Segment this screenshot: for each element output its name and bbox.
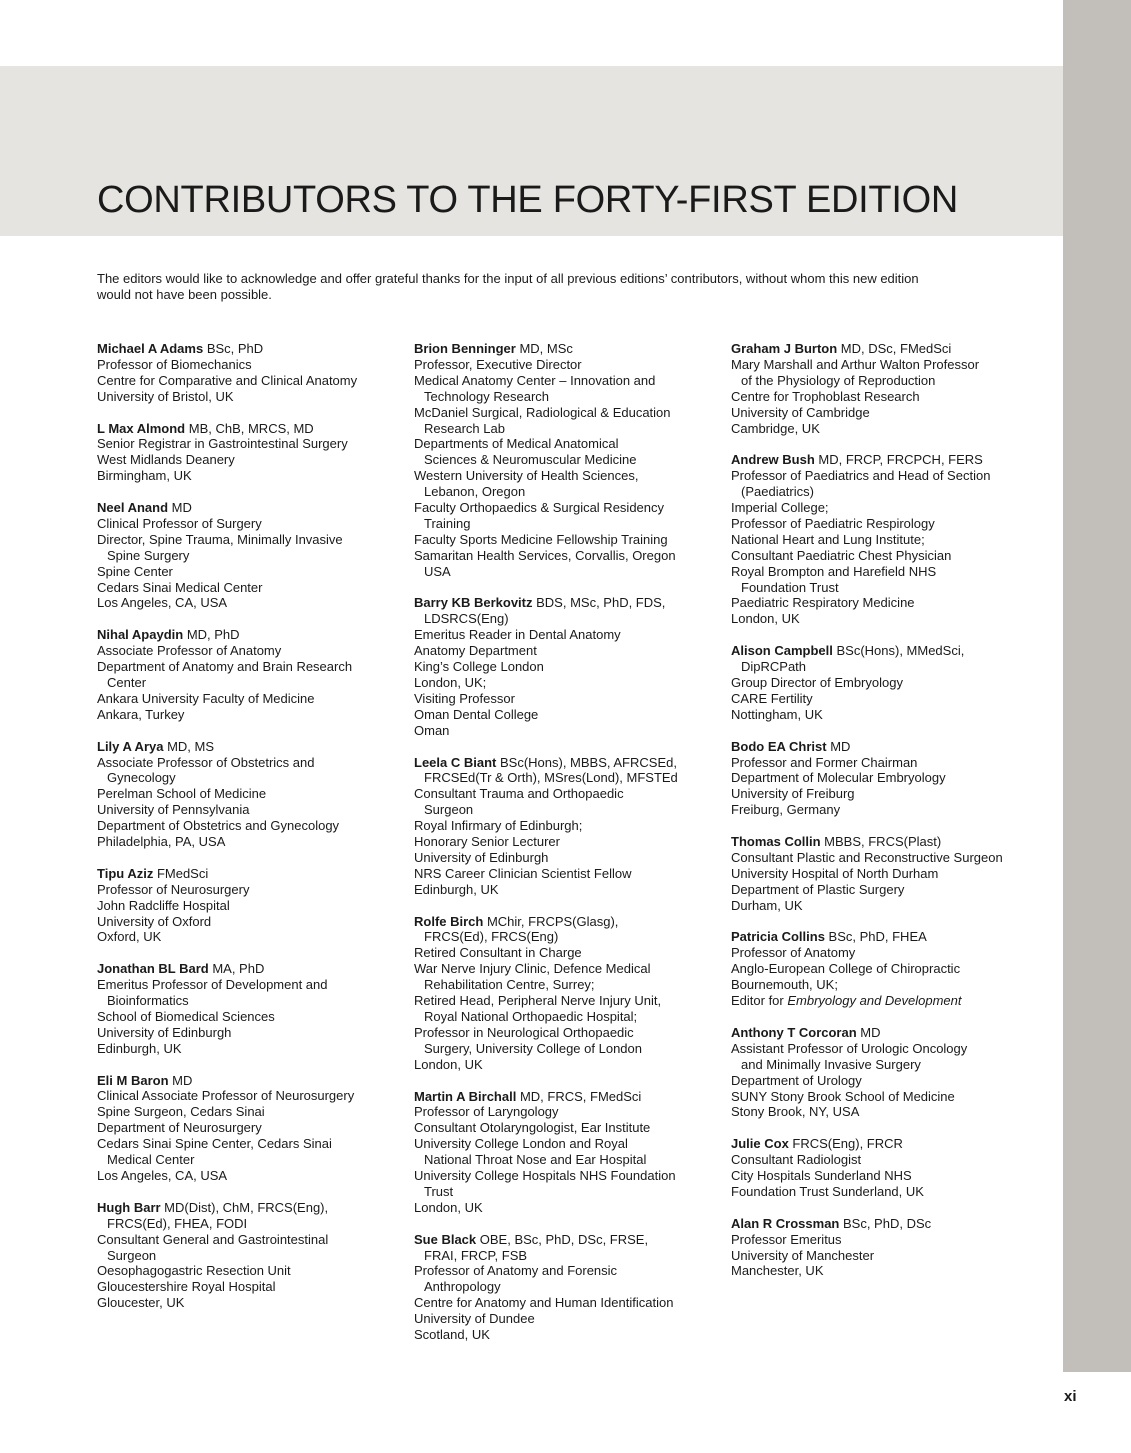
contributor-affiliation-line: Retired Head, Peripheral Nerve Injury Unit, [414,993,662,1009]
contributor-affiliation-line: Royal National Orthopaedic Hospital; [424,1009,638,1025]
contributor-affiliation-line: Surgeon [107,1247,157,1263]
contributor-affiliation-line: Foundation Trust Sunderland, UK [731,1183,924,1199]
contributor-affiliation-line: Oxford, UK [97,929,162,945]
contributor-qualifications: MD, MS [163,738,215,754]
contributor-affiliation-line: Center [107,674,147,690]
contributor-affiliation-line: Professor of Paediatrics and Head of Section [731,468,991,484]
contributor-qualifications: MD, MSc [515,341,573,356]
contributor-name: Bodo EA Christ [731,738,827,754]
contributor-affiliation-line: USA [424,563,451,579]
contributor-affiliation-line: Centre for Trophoblast Research [731,388,920,404]
contributor-affiliation-line: FRCS(Ed), FHEA, FODI [107,1215,248,1231]
contributor-affiliation-line: Freiburg, Germany [731,802,841,818]
contributor-entry [731,643,1051,723]
contributor-affiliation-line: Senior Registrar in Gastrointestinal Surgery [97,436,348,452]
contributor-affiliation-line: Consultant Otolaryngologist, Ear Institute [414,1120,651,1136]
contributor-entry [414,341,724,580]
contributor-affiliation-line: Assistant Professor of Urologic Oncology [731,1040,968,1056]
contributor-affiliation-line: University of Edinburgh [414,849,549,865]
contributor-affiliation-line: Department of Anatomy and Brain Research [97,659,353,675]
contributor-name: Julie Cox [731,1136,789,1152]
contributor-affiliation-line: and Minimally Invasive Surgery [741,1056,921,1072]
contributor-affiliation-line: John Radcliffe Hospital [97,897,230,913]
contributor-affiliation-line: War Nerve Injury Clinic, Defence Medical [414,961,651,977]
contributor-affiliation-line: Consultant General and Gastrointestinal [97,1231,329,1247]
contributor-affiliation-line: King’s College London [414,659,544,675]
contributor-affiliation-line: Faculty Sports Medicine Fellowship Training [414,531,668,547]
contributor-entry [414,755,724,898]
contributor-affiliation-line: Professor, Executive Director [414,356,582,372]
contributor-affiliation-line: Consultant Radiologist [731,1152,862,1168]
contributor-affiliation-line: Consultant Plastic and Reconstructive Surgeon [731,849,1003,865]
contributor-affiliation-line: Consultant Paediatric Chest Physician [731,547,952,563]
contributor-heading [731,341,1051,357]
contributor-heading [97,500,407,516]
contributor-qualifications: BSc, PhD, FHEA [824,929,927,945]
contributor-affiliation-line: McDaniel Surgical, Radiological & Education [414,404,671,420]
contributor-name: Michael A Adams [97,341,204,356]
contributor-entry [414,914,724,1073]
contributor-affiliation-line: University of Cambridge [731,404,870,420]
contributor-affiliation-line: West Midlands Deanery [97,452,235,468]
contributor-qualifications: MD [856,1024,881,1040]
contributor-affiliation-line: Consultant Trauma and Orthopaedic [414,786,624,802]
contributor-qualifications: MChir, FRCPS(Glasg), [483,913,619,929]
contributor-affiliation-line: Rehabilitation Centre, Surrey; [424,977,595,993]
contributor-qualifications: MBBS, FRCS(Plast) [820,834,942,850]
contributor-affiliation-line: University of Dundee [414,1311,535,1327]
contributor-affiliation-line: Samaritan Health Services, Corvallis, Oregon [414,547,676,563]
contributor-name: Hugh Barr [97,1199,161,1215]
contributor-heading [97,1200,407,1216]
contributor-heading [414,914,724,930]
contributor-heading [97,866,407,882]
contributor-affiliation-line: National Heart and Lung Institute; [731,531,925,547]
contributor-qualifications: MA, PhD [208,961,265,977]
contributor-affiliation-line: Department of Neurosurgery [97,1120,262,1136]
contributor-affiliation-line: Paediatric Respiratory Medicine [731,595,915,611]
contributor-entry [97,1200,407,1311]
contributor-affiliation-line: London, UK; [414,675,487,691]
contributor-affiliation-line: Gloucestershire Royal Hospital [97,1279,276,1295]
contributor-heading [414,1089,724,1105]
contributor-heading [731,739,1051,755]
contributor-affiliation-line: London, UK [731,611,800,627]
contributor-heading [731,643,1051,659]
contributor-entry [97,421,407,485]
contributor-name: Graham J Burton [731,341,838,356]
contributor-affiliation-line: Gynecology [107,770,176,786]
contributor-affiliation-line: Training [424,515,471,531]
contributor-entry [97,341,407,405]
contributor-affiliation-line: Professor and Former Chairman [731,754,918,770]
contributor-heading [731,1216,1051,1232]
contributor-heading [414,341,724,357]
contributor-affiliation-line: Sciences & Neuromuscular Medicine [424,452,637,468]
contributor-affiliation-line: Clinical Professor of Surgery [97,515,262,531]
contributor-qualifications: OBE, BSc, PhD, DSc, FRSE, [476,1231,649,1247]
contributor-entry [97,866,407,946]
contributor-affiliation-line: Los Angeles, CA, USA [97,1168,228,1184]
contributor-name: Patricia Collins [731,929,825,945]
contributor-name: Barry KB Berkovitz [414,595,533,611]
contributor-affiliation-line: Professor of Biomechanics [97,356,252,372]
contributor-affiliation-line: University of Edinburgh [97,1024,232,1040]
contributor-affiliation-line: Research Lab [424,420,505,436]
contributor-name: Eli M Baron [97,1072,169,1088]
contributor-name: Brion Benninger [414,341,516,356]
contributor-affiliation-line: National Throat Nose and Ear Hospital [424,1152,647,1168]
contributor-affiliation-line: CARE Fertility [731,690,813,706]
contributor-affiliation-line: Lebanon, Oregon [424,484,526,500]
contributor-affiliation-line: University College Hospitals NHS Foundation [414,1168,676,1184]
contributor-entry [97,627,407,722]
contributor-heading [414,595,724,611]
contributor-entry [731,452,1051,627]
contributor-heading [97,1073,407,1089]
contributor-affiliation-line: Oesophagogastric Resection Unit [97,1263,291,1279]
contributor-qualifications: MD [168,1072,193,1088]
contributor-affiliation-line: Philadelphia, PA, USA [97,834,226,850]
contributor-affiliation-line: Royal Brompton and Harefield NHS [731,563,937,579]
contributor-name: Tipu Aziz [97,865,154,881]
contributor-affiliation-line: University of Bristol, UK [97,388,234,404]
contributor-affiliation-line: Departments of Medical Anatomical [414,436,619,452]
contributor-affiliation-line: University of Pennsylvania [97,802,250,818]
intro-paragraph [97,271,997,303]
contributor-entry [97,500,407,611]
contributor-affiliation-line: Professor in Neurological Orthopaedic [414,1024,634,1040]
contributor-entry [731,1216,1051,1280]
contributor-qualifications: MB, ChB, MRCS, MD [185,420,314,436]
contributor-affiliation-line: Los Angeles, CA, USA [97,595,228,611]
contributor-affiliation-line: FRCSEd(Tr & Orth), MSres(Lond), MFSTEd [424,770,678,786]
contributor-affiliation-line: University of Freiburg [731,786,855,802]
contributor-heading [97,627,407,643]
contributor-affiliation-line: LDSRCS(Eng) [424,611,509,627]
contributor-affiliation-line: Edinburgh, UK [414,881,499,897]
contributor-affiliation-line: Cedars Sinai Medical Center [97,579,263,595]
contributor-affiliation-line: Spine Surgery [107,547,190,563]
contributor-affiliation-line: Anglo-European College of Chiropractic [731,961,961,977]
contributor-affiliation-line: Emeritus Professor of Development and [97,977,328,993]
contributor-affiliation-line: Spine Center [97,563,173,579]
contributor-heading [97,739,407,755]
contributor-affiliation-line: University of Manchester [731,1247,875,1263]
contributor-heading [731,929,1051,945]
contributor-affiliation-line: Trust [424,1183,454,1199]
contributor-affiliation-line: Nottingham, UK [731,706,823,722]
contributor-affiliation-line: Retired Consultant in Charge [414,945,582,961]
contributors-column-1 [97,341,407,1327]
contributor-name: Jonathan BL Bard [97,961,209,977]
contributor-affiliation-line: (Paediatrics) [741,484,814,500]
contributor-affiliation-line: Manchester, UK [731,1263,824,1279]
contributor-affiliation-line: Honorary Senior Lecturer [414,834,560,850]
contributor-affiliation-line: Technology Research [424,388,550,404]
contributor-qualifications: FMedSci [153,865,209,881]
contributor-qualifications: BSc, PhD, DSc [839,1215,932,1231]
contributor-heading [97,961,407,977]
contributor-affiliation-line: University Hospital of North Durham [731,865,939,881]
contributor-affiliation-line: Surgeon [424,802,474,818]
contributor-heading [414,755,724,771]
contributor-affiliation-line: Foundation Trust [741,579,839,595]
contributor-affiliation-line: Anatomy Department [414,643,537,659]
contributor-heading [731,1136,1051,1152]
contributor-name: Anthony T Corcoran [731,1024,857,1040]
contributor-name: Leela C Biant [414,754,497,770]
contributor-entry [414,1089,724,1216]
contributor-affiliation-line: Professor of Neurosurgery [97,881,250,897]
contributor-entry [731,1025,1051,1120]
contributor-affiliation-line: Medical Anatomy Center – Innovation and [414,372,656,388]
contributor-affiliation-line: Cambridge, UK [731,420,820,436]
contributor-affiliation-line: Imperial College; [731,500,829,516]
contributor-qualifications: MD, DSc, FMedSci [837,341,952,356]
contributor-affiliation-line: Royal Infirmary of Edinburgh; [414,818,583,834]
contributor-affiliation-line: Professor Emeritus [731,1231,842,1247]
contributor-entry [97,739,407,850]
contributor-entry [731,1136,1051,1200]
contributor-qualifications: BSc(Hons), MBBS, AFRCSEd, [496,754,677,770]
contributor-affiliation-line [731,993,1051,1009]
contributor-affiliation-line: School of Biomedical Sciences [97,1008,275,1024]
contributor-heading [97,421,407,437]
contributor-affiliation-line: University College London and Royal [414,1136,628,1152]
contributor-qualifications: MD [168,500,192,516]
contributor-affiliation-line: Ankara, Turkey [97,706,185,722]
contributor-qualifications: BDS, MSc, PhD, FDS, [532,595,666,611]
contributor-affiliation-line: FRCS(Ed), FRCS(Eng) [424,929,559,945]
contributor-name: Alison Campbell [731,643,833,659]
contributor-affiliation-line: Centre for Comparative and Clinical Anatomy [97,372,358,388]
contributor-affiliation-line: Surgery, University College of London [424,1040,642,1056]
contributor-entry [731,834,1051,914]
contributor-affiliation-line: Perelman School of Medicine [97,786,267,802]
contributor-affiliation-line: Professor of Anatomy [731,945,856,961]
contributor-entry [97,961,407,1056]
contributor-qualifications: FRCS(Eng), FRCR [788,1136,903,1152]
contributor-affiliation-line: Birmingham, UK [97,468,192,484]
page-title: CONTRIBUTORS TO THE FORTY-FIRST EDITION [97,179,959,221]
contributor-affiliation-line: London, UK [414,1199,483,1215]
intro-line: The editors would like to acknowledge and offer grateful thanks for the input of all previous editions’ contributors, without whom this new edition [97,271,919,286]
contributor-qualifications: BSc(Hons), MMedSci, [832,643,965,659]
contributor-affiliation-line: Centre for Anatomy and Human Identification [414,1295,674,1311]
contributor-affiliation-line: Edinburgh, UK [97,1040,182,1056]
page-number: xi [1064,1388,1077,1405]
contributor-name: Thomas Collin [731,834,821,850]
contributor-affiliation-line: Associate Professor of Anatomy [97,643,282,659]
contributor-affiliation-line: FRAI, FRCP, FSB [424,1247,528,1263]
contributor-affiliation-line: Department of Urology [731,1072,862,1088]
contributor-affiliation-line: Professor of Anatomy and Forensic [414,1263,618,1279]
contributor-name: Lily A Arya [97,738,164,754]
contributor-affiliation-line: Emeritus Reader in Dental Anatomy [414,627,621,643]
contributor-affiliation-line: Stony Brook, NY, USA [731,1104,860,1120]
contributor-affiliation-line: SUNY Stony Brook School of Medicine [731,1088,955,1104]
contributor-affiliation-line: Cedars Sinai Spine Center, Cedars Sinai [97,1136,332,1152]
contributor-qualifications: MD, PhD [183,627,240,643]
contributor-affiliation-line: Medical Center [107,1152,195,1168]
contributor-name: Neel Anand [97,500,169,516]
contributor-affiliation-line: Department of Obstetrics and Gynecology [97,818,340,834]
contributor-affiliation-line: NRS Career Clinician Scientist Fellow [414,865,632,881]
contributor-affiliation-line: London, UK [414,1056,483,1072]
contributor-qualifications: BSc, PhD [203,341,264,356]
intro-line: would not have been possible. [97,287,272,302]
contributor-affiliation-line: Spine Surgeon, Cedars Sinai [97,1104,265,1120]
contributor-affiliation-line: City Hospitals Sunderland NHS [731,1168,912,1184]
contributor-affiliation-line: Oman Dental College [414,706,539,722]
contributor-entry [414,595,724,738]
contributor-name: Alan R Crossman [731,1215,840,1231]
page-edge-band [1063,0,1131,1372]
contributor-affiliation-line: DipRCPath [741,659,807,675]
contributor-heading [414,1232,724,1248]
contributor-affiliation-line: Mary Marshall and Arthur Walton Professor [731,356,980,372]
contributor-affiliation-line: of the Physiology of Reproduction [741,372,936,388]
contributor-name: Sue Black [414,1231,477,1247]
contributor-affiliation-line: Clinical Associate Professor of Neurosurgery [97,1088,355,1104]
contributor-entry [731,929,1051,1009]
contributor-affiliation-line: Oman [414,722,450,738]
contributor-affiliation-line: Scotland, UK [414,1327,490,1343]
contributor-entry [731,341,1051,436]
book-title: Embryology and Development [787,993,962,1009]
contributor-affiliation-line: Ankara University Faculty of Medicine [97,690,315,706]
contributor-affiliation-line: Professor of Laryngology [414,1104,559,1120]
contributor-affiliation-line: Group Director of Embryology [731,675,903,690]
contributor-name: Rolfe Birch [414,913,484,929]
contributor-affiliation-line: University of Oxford [97,913,212,929]
contributor-heading [731,452,1051,468]
contributor-affiliation-line: Bioinformatics [107,993,189,1009]
contributor-qualifications: MD, FRCS, FMedSci [516,1088,642,1104]
contributor-qualifications: MD [826,738,851,754]
contributor-heading [731,834,1051,850]
affiliation-text: Editor for [731,993,788,1009]
contributor-affiliation-line: Director, Spine Trauma, Minimally Invasive [97,531,343,547]
contributor-name: Andrew Bush [731,452,815,468]
contributor-affiliation-line: Gloucester, UK [97,1295,185,1311]
contributor-affiliation-line: Bournemouth, UK; [731,977,838,993]
contributor-qualifications: MD, FRCP, FRCPCH, FERS [814,452,983,468]
contributor-heading [731,1025,1051,1041]
contributor-affiliation-line: Faculty Orthopaedics & Surgical Residency [414,500,665,516]
contributor-qualifications: MD(Dist), ChM, FRCS(Eng), [160,1199,329,1215]
contributor-name: L Max Almond [97,420,186,436]
contributors-column-2 [414,341,724,1359]
contributor-affiliation-line: Department of Molecular Embryology [731,770,946,786]
contributor-entry [97,1073,407,1184]
contributor-name: Martin A Birchall [414,1088,517,1104]
contributor-affiliation-line: Associate Professor of Obstetrics and [97,754,315,770]
contributor-affiliation-line: Visiting Professor [414,690,515,706]
contributors-column-3 [731,341,1051,1295]
contributor-affiliation-line: Department of Plastic Surgery [731,881,905,897]
contributor-entry [414,1232,724,1343]
contributor-entry [731,739,1051,819]
contributor-affiliation-line: Professor of Paediatric Respirology [731,515,935,531]
contributor-heading [97,341,407,357]
contributor-affiliation-line: Anthropology [424,1279,501,1295]
contributor-affiliation-line: Western University of Health Sciences, [414,468,639,484]
contributor-name: Nihal Apaydin [97,627,184,643]
contributor-affiliation-line: Durham, UK [731,897,803,913]
